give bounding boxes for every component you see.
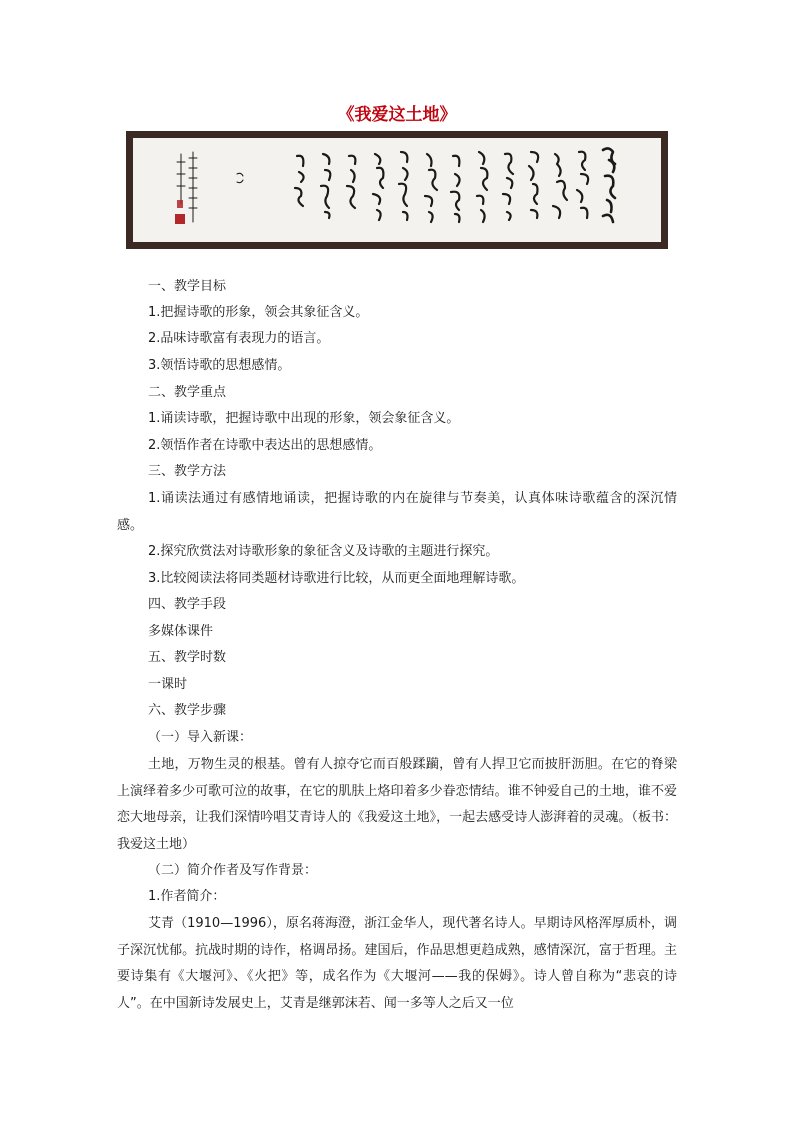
method-item-2: 2.探究欣赏法对诗歌形象的象征含义及诗歌的主题进行探究。 (148, 544, 499, 559)
section-heading-hours: 五、教学时数 (148, 650, 227, 665)
section-heading-key-points: 二、教学重点 (148, 385, 227, 400)
key-point-item-2: 2.领悟作者在诗歌中表达出的思想感情。 (148, 438, 382, 453)
section-heading-steps: 六、教学步骤 (148, 703, 227, 718)
objective-item-1: 1.把握诗歌的形象，领会其象征含义。 (148, 305, 369, 320)
key-point-item-1: 1.诵读诗歌，把握诗歌中出现的形象，领会象征含义。 (148, 411, 460, 426)
step-2-title: （二）简介作者及写作背景： (148, 863, 318, 878)
objective-item-2: 2.品味诗歌富有表现力的语言。 (148, 331, 330, 346)
page-title: 《我爱这土地》 (337, 105, 457, 125)
section-heading-means: 四、教学手段 (148, 597, 227, 612)
step-1-body: 土地，万物生灵的根基。曾有人掠夺它而百般蹂躏，曾有人捍卫它而披肝沥胆。在它的脊梁上演绎着多少可歌可泣的故事，在它的肌肤上烙印着多少眷恋情结。谁不钟爱自己的土地，谁不爱恋大地母亲，让我们深情吟唱艾青诗人的《我爱这土地》，一起去感受诗人澎湃着的灵魂。（板书：我爱这土地） (117, 757, 677, 852)
section-heading-objectives: 一、教学目标 (148, 279, 227, 294)
step-1-title: （一）导入新课： (148, 730, 253, 745)
calligraphy-mat (133, 138, 661, 242)
calligraphy-scroll-image (133, 138, 661, 242)
calligraphy-frame (126, 131, 668, 249)
objective-item-3: 3.领悟诗歌的思想感情。 (148, 358, 291, 373)
section-heading-methods: 三、教学方法 (148, 464, 227, 479)
means-body: 多媒体课件 (148, 624, 214, 639)
author-intro-body: 艾青（1910—1996），原名蒋海澄，浙江金华人，现代著名诗人。早期诗风格浑厚质朴，调子深沉忧郁。抗战时期的诗作，格调昂扬。建国后，作品思想更趋成熟，感情深沉，富于哲理。主要诗集有《大堰河》、《火把》等，成名作为《大堰河——我的保姆》。诗人曾自称为“悲哀的诗人”。在中国新诗发展史上，艾青是继郭沫若、闻一多等人之后又一位 (117, 916, 677, 1011)
method-item-1: 1.诵读法通过有感情地诵读，把握诗歌的内在旋律与节奏美，认真体味诗歌蕴含的深沉情感。 (117, 491, 677, 533)
hours-body: 一课时 (148, 677, 188, 692)
step-2-subheading: 1.作者简介： (148, 889, 226, 904)
method-item-3: 3.比较阅读法将同类题材诗歌进行比较，从而更全面地理解诗歌。 (148, 571, 525, 586)
